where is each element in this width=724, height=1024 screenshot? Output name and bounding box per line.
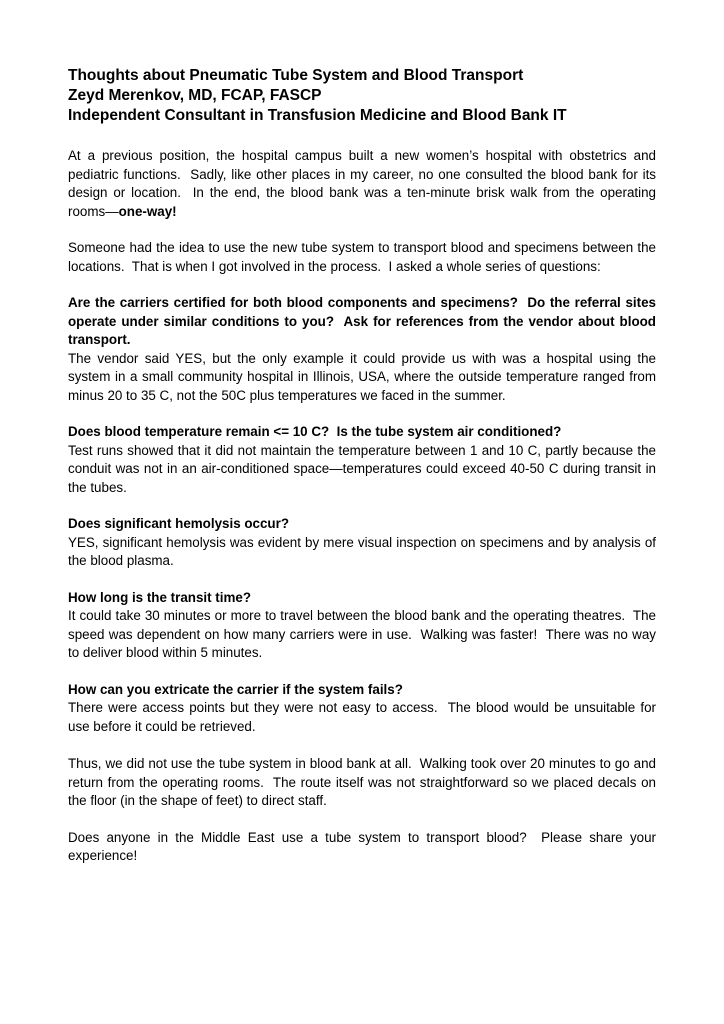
text-run: Thus, we did not use the tube system in blood bank at all. Walking took over 20 minutes to go and return from the operating rooms. The route itself was not straightforward so we placed decals on the floor (in the shape of feet) to direct staff. <box>68 756 656 808</box>
answer-text <box>68 699 656 736</box>
text-run: At a previous position, the hospital campus built a new women’s hospital with obstetrics and pediatric functions. Sadly, like other places in my career, no one consulted the blood bank for its design or location. In the end, the blood bank was a ten-minute brisk walk from the operating rooms— <box>68 148 656 219</box>
text-run: Someone had the idea to use the new tube system to transport blood and specimens between the locations. That is when I got involved in the process. I asked a whole series of questions: <box>68 240 656 274</box>
document-title: Thoughts about Pneumatic Tube System and Blood Transport <box>68 67 524 84</box>
answer-text <box>68 350 656 406</box>
paragraph-text <box>68 147 656 221</box>
text-run: Test runs showed that it did not maintain the temperature between 1 and 10 C, partly because the conduit was not in an air-conditioned space—temperatures could exceed 40-50 C during transit in the tubes. <box>68 442 656 495</box>
text-run: Does blood temperature remain <= 10 C? Is the tube system air conditioned? <box>68 424 562 439</box>
document-affiliation: Independent Consultant in Transfusion Medicine and Blood Bank IT <box>68 107 567 124</box>
question-text <box>68 423 656 442</box>
answer-text <box>68 442 656 498</box>
text-run: Are the carriers certified for both blood components and specimens? Do the referral sites operate under similar conditions to you? Ask for references from the vendor about blood transport. <box>68 295 656 347</box>
question-text <box>68 589 656 608</box>
document-author: Zeyd Merenkov, MD, FCAP, FASCP <box>68 87 322 104</box>
question-text <box>68 681 656 700</box>
paragraph <box>68 829 656 866</box>
paragraph <box>68 147 656 221</box>
qa-block <box>68 423 656 497</box>
text-run: How long is the transit time? <box>68 589 252 605</box>
question-text <box>68 515 656 534</box>
qa-block <box>68 515 656 571</box>
document-content <box>68 66 656 884</box>
text-run: Does significant hemolysis occur? <box>68 516 290 531</box>
paragraph <box>68 755 656 811</box>
text-run: The vendor said YES, but the only example it could provide us with was a hospital using the system in a small community hospital in Illinois, USA, where the outside temperature ranged from minus 20 to 35 C, not the 50C plus temperatures we faced in the summer. <box>68 350 656 403</box>
paragraph-text <box>68 239 656 276</box>
qa-block <box>68 294 656 405</box>
text-run: How can you extricate the carrier if the system fails? <box>68 681 403 697</box>
text-run: There were access points but they were not easy to access. The blood would be unsuitable for use before it could be retrieved. <box>68 700 656 734</box>
text-run: YES, significant hemolysis was evident by mere visual inspection on specimens and by analysis of the blood plasma. <box>68 534 656 568</box>
paragraph-text <box>68 829 656 866</box>
text-run: Does anyone in the Middle East use a tube system to transport blood? Please share your experience! <box>68 829 656 863</box>
text-run: one-way! <box>118 203 177 219</box>
answer-text <box>68 534 656 571</box>
document-heading <box>68 66 656 126</box>
document-blocks <box>68 147 656 866</box>
qa-block <box>68 589 656 663</box>
paragraph <box>68 239 656 276</box>
paragraph-text <box>68 755 656 811</box>
text-run: It could take 30 minutes or more to travel between the blood bank and the operating theatres. The speed was dependent on how many carriers were in use. Walking was faster! There was no way to deliver blood within 5 minutes. <box>68 608 656 660</box>
question-text <box>68 294 656 350</box>
answer-text <box>68 607 656 663</box>
qa-block <box>68 681 656 737</box>
